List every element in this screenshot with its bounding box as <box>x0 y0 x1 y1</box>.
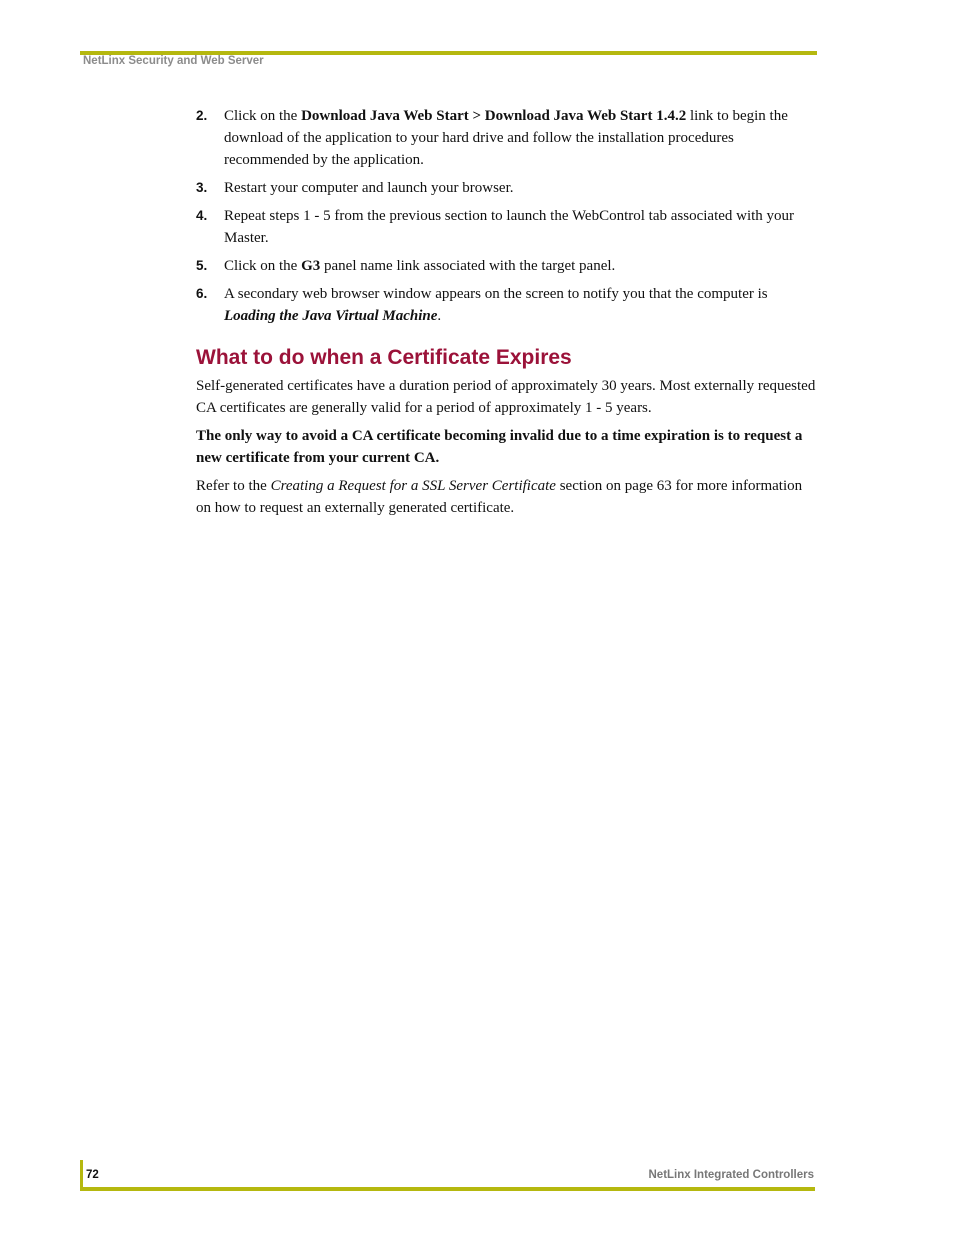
step-5 <box>196 255 818 277</box>
page-body <box>196 105 818 525</box>
step-text: A secondary web browser window appears on the screen to notify you that the computer is <box>224 286 768 302</box>
reference-section-title: Creating a Request for a SSL Server Certificate <box>270 478 556 494</box>
step-2 <box>196 105 818 171</box>
step-number: 6. <box>196 286 208 301</box>
step-text: link to begin the download of the application to your hard drive and follow the installation procedures recommended by the application. <box>224 108 788 168</box>
reference-text: Refer to the <box>196 478 271 494</box>
step-text: Restart your computer and launch your browser. <box>224 180 514 196</box>
step-text: Click on the <box>224 108 302 124</box>
step-number: 5. <box>196 258 208 273</box>
step-text: Repeat steps 1 - 5 from the previous section to launch the WebControl tab associated with your Master. <box>224 208 795 246</box>
step-number: 3. <box>196 180 208 195</box>
loading-message: Loading the Java Virtual Machine <box>224 308 438 324</box>
paragraph-duration: Self-generated certificates have a duration period of approximately 30 years. Most externally requested CA certificates are generally valid for a period of approximately 1 - 5 years. <box>196 378 816 416</box>
step-number: 4. <box>196 208 208 223</box>
section-heading: What to do when a Certificate Expires <box>196 346 572 369</box>
step-menu-path: Download Java Web Start > Download Java Web Start 1.4.2 <box>301 108 687 124</box>
paragraph-warning: The only way to avoid a CA certificate becoming invalid due to a time expiration is to request a new certificate from your current CA. <box>196 428 803 466</box>
step-number: 2. <box>196 108 208 123</box>
footer-title: NetLinx Integrated Controllers <box>648 1169 814 1181</box>
panel-name: G3 <box>301 258 321 274</box>
footer-rule <box>80 1187 815 1191</box>
paragraph-reference <box>196 475 818 519</box>
step-3 <box>196 177 818 199</box>
step-text: . <box>437 308 442 324</box>
reference-text: section on page 63 for more information on how to request an externally generated certificate. <box>196 478 803 516</box>
step-4 <box>196 205 818 249</box>
step-6 <box>196 283 818 327</box>
step-text: Click on the <box>224 258 302 274</box>
page-number: 72 <box>86 1169 99 1181</box>
running-header: NetLinx Security and Web Server <box>83 55 264 67</box>
step-text: panel name link associated with the target panel. <box>320 258 616 274</box>
